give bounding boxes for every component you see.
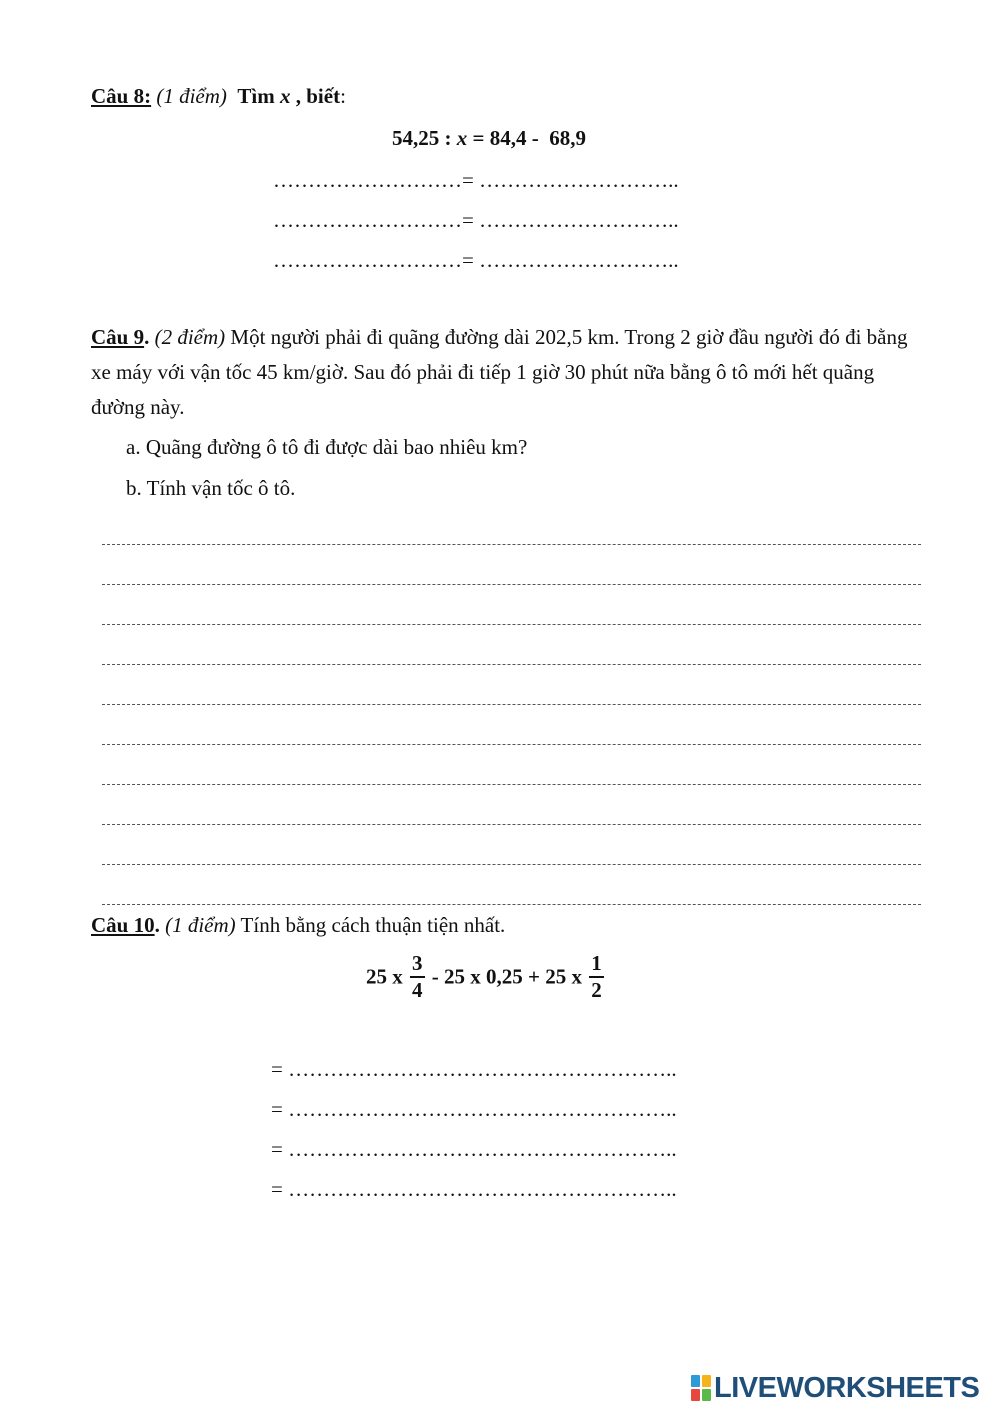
answer-line[interactable]: [102, 664, 921, 665]
answer-line[interactable]: [102, 544, 921, 545]
liveworksheets-brand[interactable]: [691, 1373, 979, 1403]
question-8-label: Câu 8:: [91, 84, 152, 108]
question-10-label: Câu 10: [91, 913, 155, 937]
question-9-points: (2 điểm): [154, 325, 226, 349]
question-8-equation: 54,25 : x = 84,4 - 68,9: [392, 126, 586, 150]
answer-line[interactable]: [102, 704, 921, 705]
question-10-work-line[interactable]: = ………………………………………………..: [271, 1137, 677, 1161]
fraction-three-quarters: $\frac{3}{4}$: [412, 951, 423, 1002]
answer-line[interactable]: [102, 784, 921, 785]
question-10-heading: Câu 10. (1 điểm) Tính bằng cách thuận tiện nhất.: [91, 913, 506, 937]
answer-line[interactable]: [102, 744, 921, 745]
question-9-text: Câu 9. (2 điểm) Một người phải đi quãng đường dài 202,5 km. Trong 2 giờ đầu người đó đi bằng xe máy với vận tốc 45 km/giờ. Sau đó phải đi tiếp 1 giờ 30 phút nữa bằng ô tô mới hết quãng đường này.: [91, 325, 908, 419]
question-9-part-b: b. Tính vận tốc ô tô.: [126, 476, 296, 500]
answer-line[interactable]: [102, 904, 921, 905]
fraction-one-half: $\frac{1}{2}$: [591, 951, 602, 1002]
question-9-body: Một người phải đi quãng đường dài 202,5 km. Trong 2 giờ đầu người đó đi bằng xe máy với vận tốc 45 km/giờ. Sau đó phải đi tiếp 1 giờ 30 phút nữa bằng ô tô mới hết quãng đường này.: [91, 325, 908, 419]
answer-line[interactable]: [102, 584, 921, 585]
answer-line[interactable]: [102, 824, 921, 825]
question-10-expression: 25 x $\frac{3}{4}$ - 25 x 0,25 + 25 x $\frac{1}{2}$: [366, 951, 602, 1002]
answer-line[interactable]: [102, 864, 921, 865]
question-10-work-line[interactable]: = ………………………………………………..: [271, 1177, 677, 1201]
question-8-work-line[interactable]: ………………………= ………………………..: [273, 168, 679, 192]
question-10-task: Tính bằng cách thuận tiện nhất.: [240, 913, 506, 937]
question-10-work-line[interactable]: = ………………………………………………..: [271, 1057, 677, 1081]
question-8-heading: Câu 8: (1 điểm) Tìm x , biết:: [91, 84, 346, 108]
question-8-points: (1 điểm): [156, 84, 227, 108]
liveworksheets-logo-icon: [691, 1375, 711, 1401]
brand-name: LIVEWORKSHEETS: [714, 1371, 980, 1404]
question-8-task: Tìm x , biết: [237, 84, 341, 108]
question-8-work-line[interactable]: ………………………= ………………………..: [273, 208, 679, 232]
question-8-work-line[interactable]: ………………………= ………………………..: [273, 248, 679, 272]
question-10-points: (1 điểm): [165, 913, 236, 937]
question-9-label: Câu 9: [91, 325, 145, 349]
question-9-part-a: a. Quãng đường ô tô đi được dài bao nhiêu km?: [126, 435, 528, 459]
answer-line[interactable]: [102, 624, 921, 625]
question-10-work-line[interactable]: = ………………………………………………..: [271, 1097, 677, 1121]
